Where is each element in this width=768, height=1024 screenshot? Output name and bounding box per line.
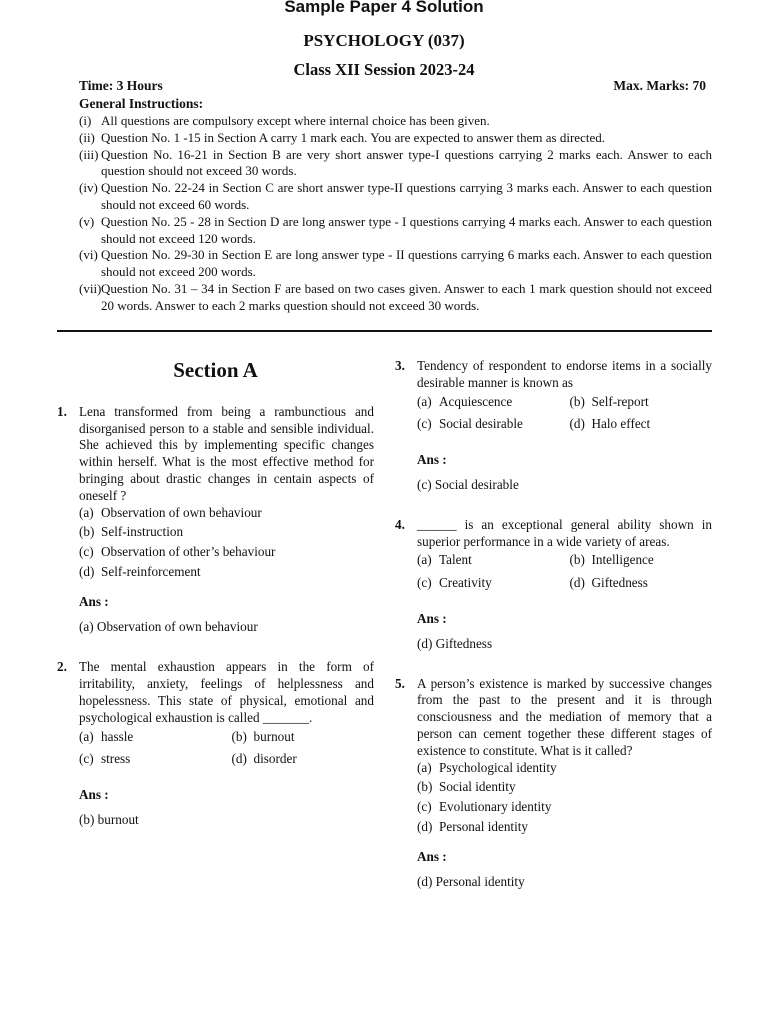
answer-text: (d) Personal identity <box>417 873 525 889</box>
option-d <box>570 416 713 433</box>
option-letter: (c) <box>417 416 432 432</box>
option-letter: (d) <box>79 563 95 579</box>
question-number: 3. <box>395 358 405 373</box>
answer-text: (a) Observation of own behaviour <box>79 618 258 634</box>
instruction-number: (iii) <box>79 146 99 162</box>
instruction-number: (vi) <box>79 247 98 263</box>
option-d <box>232 751 375 768</box>
option-b <box>417 779 712 796</box>
instruction-text: Question No. 29-30 in Section E are long answer type - II questions carrying 6 marks each. Answer to each question should not exceed 200 words. <box>101 247 712 280</box>
option-d <box>417 819 712 836</box>
max-marks: Max. Marks: 70 <box>613 78 706 93</box>
question-text: ______ is an exceptional general ability shown in superior performance in a wide variety of areas. <box>417 516 712 549</box>
instruction-item <box>79 147 712 181</box>
option-letter: (a) <box>417 759 432 775</box>
option-b <box>232 729 375 746</box>
instruction-text: Question No. 1 -15 in Section A carry 1 mark each. You are expected to answer them as directed. <box>101 129 605 145</box>
option-text: Evolutionary identity <box>439 799 552 815</box>
instruction-item <box>79 130 712 147</box>
right-column <box>395 358 712 890</box>
option-c <box>79 751 222 768</box>
general-instructions-heading: General Instructions: <box>79 96 204 111</box>
option-text: Self-report <box>591 393 649 409</box>
document-title: Sample Paper 4 Solution <box>284 0 484 16</box>
option-letter: (b) <box>569 552 585 568</box>
option-letter: (b) <box>417 779 433 795</box>
question-number: 5. <box>395 675 405 691</box>
option-a <box>79 729 222 746</box>
option-letter: (c) <box>417 799 432 815</box>
exam-time: Time: 3 Hours <box>79 78 163 93</box>
option-text: Social identity <box>439 779 516 795</box>
option-letter: (a) <box>417 393 432 409</box>
instruction-number: (iv) <box>79 180 98 196</box>
instruction-item <box>79 214 712 248</box>
instruction-text: Question No. 31 – 34 in Section F are based on two cases given. Answer to each 1 mark question should not exceed 20 words. Answer to each 2 marks question should not exceed 30 words. <box>101 280 712 313</box>
options-list <box>79 505 374 581</box>
question-text: The mental exhaustion appears in the form of irritability, anxiety, feelings of helplessness and hopelessness. This state of physical, emotional and psychological exhaustion is called _______. <box>79 659 374 725</box>
option-a <box>417 552 560 569</box>
option-d <box>79 564 374 581</box>
option-text: Halo effect <box>591 416 651 432</box>
option-a <box>417 760 712 777</box>
instruction-text: Question No. 22-24 in Section C are short answer type-II questions carrying 3 marks each. Answer to each question should not exceed 60 words. <box>101 180 712 212</box>
option-c <box>417 799 712 816</box>
option-letter: (a) <box>79 504 94 520</box>
option-text: hassle <box>101 728 134 744</box>
instructions-list <box>79 113 712 315</box>
section-title: Section A <box>173 358 258 382</box>
class-session-heading: Class XII Session 2023-24 <box>293 60 475 79</box>
left-column <box>57 360 374 829</box>
option-b <box>79 524 374 541</box>
option-c <box>417 575 560 592</box>
option-text: Psychological identity <box>439 759 557 775</box>
instruction-item <box>79 247 712 281</box>
question-2 <box>57 659 374 828</box>
answer-label: Ans : <box>417 452 447 468</box>
answer-text: (b) burnout <box>79 811 139 827</box>
option-letter: (d) <box>231 751 247 767</box>
option-text: Observation of own behaviour <box>101 504 262 520</box>
instruction-number: (i) <box>79 113 92 128</box>
option-letter: (b) <box>79 524 95 540</box>
question-number: 1. <box>57 403 67 419</box>
question-text: A person’s existence is marked by successive changes from the past to the present and it is through consciousness and the mediation of memory that a person can cement together these different stages of existence to constitute. What is it called? <box>417 675 712 758</box>
options-list <box>417 394 712 440</box>
instruction-number: (vii) <box>79 280 102 296</box>
subject-heading: PSYCHOLOGY (037) <box>303 31 465 50</box>
answer-text: (d) Giftedness <box>417 635 493 651</box>
option-d <box>570 575 713 592</box>
option-text: stress <box>101 751 131 767</box>
option-letter: (b) <box>231 728 247 744</box>
instruction-number: (v) <box>79 213 95 229</box>
option-b <box>570 552 713 569</box>
option-b <box>570 394 713 411</box>
instruction-item <box>79 180 712 214</box>
option-text: Intelligence <box>591 552 654 568</box>
option-text: Creativity <box>439 575 492 591</box>
option-letter: (a) <box>417 552 432 568</box>
option-text: burnout <box>253 728 295 744</box>
option-text: Giftedness <box>591 575 648 591</box>
option-letter: (d) <box>417 818 433 834</box>
option-letter: (a) <box>79 728 94 744</box>
question-number: 2. <box>57 659 67 675</box>
options-list <box>417 552 712 598</box>
option-c <box>417 416 560 433</box>
instruction-text: Question No. 25 - 28 in Section D are long answer type - I questions carrying 4 marks each. Answer to each question should not exceed 120 words. <box>101 213 712 246</box>
option-text: Observation of other’s behaviour <box>101 544 276 560</box>
instruction-text: All questions are compulsory except where internal choice has been given. <box>101 113 490 128</box>
answer-label: Ans : <box>417 848 447 864</box>
option-letter: (d) <box>569 575 585 591</box>
question-5 <box>395 676 712 891</box>
option-letter: (c) <box>417 575 432 591</box>
option-text: Self-instruction <box>101 524 184 540</box>
instruction-number: (ii) <box>79 129 95 145</box>
options-list <box>79 729 374 775</box>
option-letter: (d) <box>569 416 585 432</box>
option-a <box>79 505 374 522</box>
instruction-item <box>79 113 712 130</box>
option-c <box>79 544 374 561</box>
options-list <box>417 760 712 836</box>
option-letter: (c) <box>79 751 94 767</box>
answer-text: (c) Social desirable <box>417 476 519 492</box>
question-number: 4. <box>395 516 405 532</box>
option-letter: (c) <box>79 544 94 560</box>
question-3 <box>395 358 712 494</box>
answer-label: Ans : <box>79 787 109 803</box>
option-a <box>417 394 560 411</box>
section-divider <box>57 330 712 332</box>
option-text: Personal identity <box>439 818 529 834</box>
instruction-text: Question No. 16-21 in Section B are very short answer type-I questions carrying 2 marks each. Answer to each question should not exceed 30 words. <box>101 146 712 179</box>
answer-label: Ans : <box>417 610 447 626</box>
answer-label: Ans : <box>79 593 109 609</box>
option-letter: (b) <box>569 393 585 409</box>
question-text: Tendency of respondent to endorse items in a socially desirable manner is known as <box>417 358 712 390</box>
question-text: Lena transformed from being a rambunctious and disorganised person to a stable and sensible individual. She achieved this by implementing specific changes within herself. What is the most effective method for bringing about drastic changes in centain aspects of oneself ? <box>79 403 374 503</box>
question-4 <box>395 517 712 653</box>
instruction-item <box>79 281 712 315</box>
option-text: disorder <box>253 751 297 767</box>
question-1 <box>57 404 374 636</box>
option-text: Self-reinforcement <box>101 563 201 579</box>
option-text: Social desirable <box>439 416 523 432</box>
option-text: Talent <box>439 552 472 568</box>
option-text: Acquiescence <box>439 393 513 409</box>
